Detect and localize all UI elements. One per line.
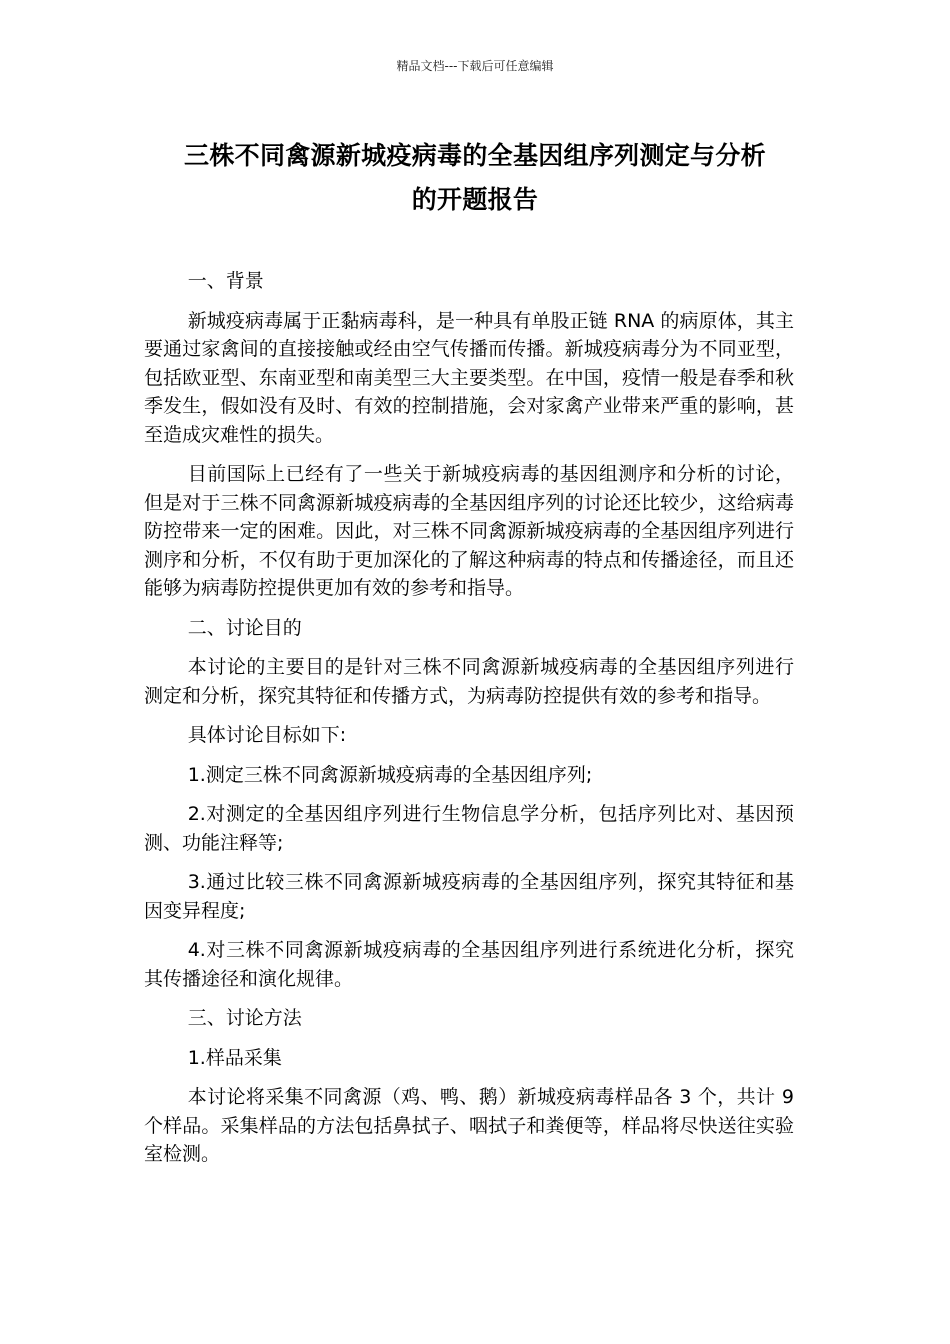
header-note: 精品文档---下载后可任意编辑 xyxy=(396,59,554,73)
document-body xyxy=(144,267,794,1180)
paragraph-background-2: 目前国际上已经有了一些关于新城疫病毒的基因组测序和分析的讨论，但是对于三株不同禽源新城疫病毒的全基因组序列的讨论还比较少，这给病毒防控带来一定的困难。因此，对三株不同禽源新城疫病毒的全基因组序列进行测序和分析，不仅有助于更加深化的了解这种病毒的特点和传播途径，而且还能够为病毒防控提供更加有效的参考和指导。 xyxy=(144,463,794,599)
paragraph-method-1: 本讨论将采集不同禽源（鸡、鸭、鹅）新城疫病毒样品各 3 个，共计 9 个样品。采集样品的方法包括鼻拭子、咽拭子和粪便等，样品将尽快送往实验室检测。 xyxy=(144,1086,794,1165)
section-heading-background: 一、背景 xyxy=(187,270,264,292)
goal-item-4: 4.对三株不同禽源新城疫病毒的全基因组序列进行系统进化分析，探究其传播途径和演化规律。 xyxy=(144,939,794,990)
paragraph-purpose-2: 具体讨论目标如下: xyxy=(187,724,347,746)
section-heading-purpose: 二、讨论目的 xyxy=(187,616,302,639)
title-line-2: 的开题报告 xyxy=(411,185,539,214)
document-title xyxy=(130,134,820,222)
goal-item-1: 1.测定三株不同禽源新城疫病毒的全基因组序列; xyxy=(187,763,593,786)
paragraph-purpose-1: 本讨论的主要目的是针对三株不同禽源新城疫病毒的全基因组序列进行测定和分析，探究其特征和传播方式，为病毒防控提供有效的参考和指导。 xyxy=(144,656,794,707)
title-line-1: 三株不同禽源新城疫病毒的全基因组序列测定与分析 xyxy=(184,141,766,170)
goal-item-2: 2.对测定的全基因组序列进行生物信息学分析，包括序列比对、基因预测、功能注释等; xyxy=(144,803,794,854)
goal-item-3: 3.通过比较三株不同禽源新城疫病毒的全基因组序列，探究其特征和基因变异程度; xyxy=(144,871,794,922)
subheading-sample-collection: 1.样品采集 xyxy=(187,1046,282,1069)
paragraph-background-1: 新城疫病毒属于正黏病毒科，是一种具有单股正链 RNA 的病原体，其主要通过家禽间的直接接触或经由空气传播而传播。新城疫病毒分为不同亚型，包括欧亚型、东南亚型和南美型三大主要类型。在中国，疫情一般是春季和秋季发生，假如没有及时、有效的控制措施，会对家禽产业带来严重的影响，甚至造成灾难性的损失。 xyxy=(144,309,794,446)
section-heading-method: 三、讨论方法 xyxy=(187,1007,302,1029)
